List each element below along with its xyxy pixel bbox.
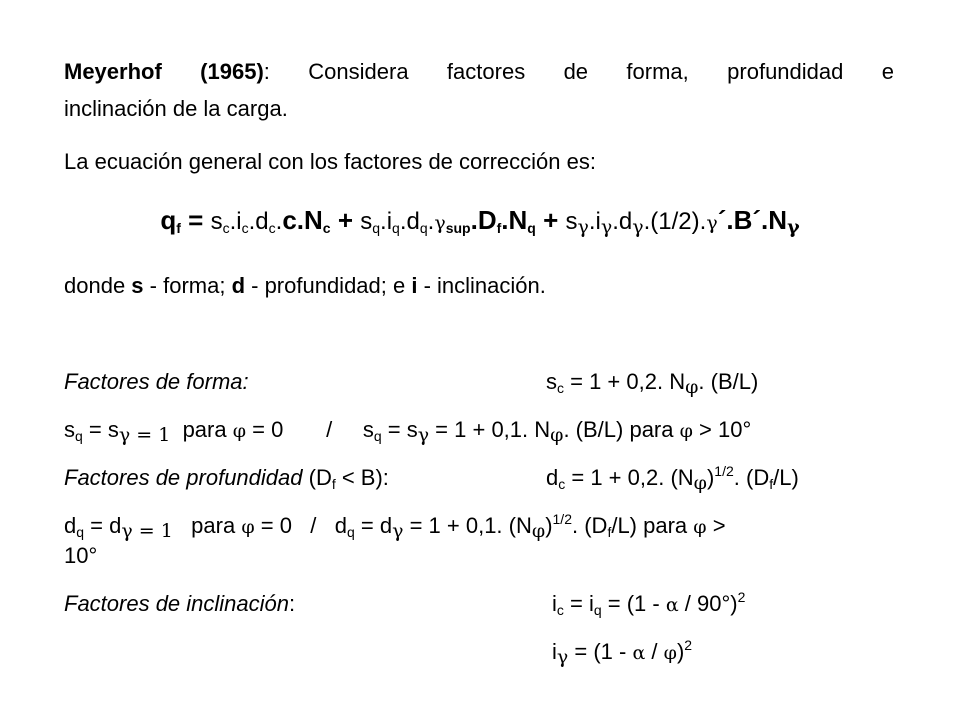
incl-label: Factores de inclinación <box>64 591 290 616</box>
incl-line-1: Factores de inclinación: $i_c = i_q = (1 - \alpha / 90^\circ)^2$ <box>64 589 746 618</box>
intro-line-1: Meyerhof (1965): Considera factores de forma, profundidad e <box>64 59 894 84</box>
forma-label: Factores de forma: <box>64 369 249 394</box>
intro-line-2: inclinación de la carga. <box>64 96 288 121</box>
prof-line-2: $d_q = d_\gamma$ $_{= 1}$ para φ = 0 / $d_q = d_\gamma = 1 + 0,1$. $(N_\varphi)^{1/2}$. $(D_f/L)$ para φ > <box>64 511 726 542</box>
prof-line-1: Factores de profundidad $(D_f < B)$: $d_c = 1 + 0,2$. $(N_\varphi)^{1/2}$. $(D_f/L)$ <box>64 463 799 494</box>
donde-line: donde s - forma; d - profundidad; e i - inclinación. <box>64 273 546 298</box>
author: Meyerhof (1965) <box>64 59 264 84</box>
forma-line-1: Factores de forma: $s_c = 1 + 0,2$. $N_\varphi$. (B/L) <box>64 369 759 398</box>
general-equation: $q_f = s_c.i_c.d_c.c.N_c + s_q.i_q.d_q.\gamma_{sup}.D_f.N_q$ + $s_\gamma.i_\gamma.d_\gamma.(1/2).\gamma´.B´.N_\gamma$ <box>160 205 800 238</box>
prof-label: Factores de profundidad <box>64 465 303 490</box>
forma-line-2: $s_q = s_\gamma$ $_{= 1}$ para φ = 0 / $s_q = s_\gamma = 1 + 0,1$. $N_\varphi$. (B/L) para φ > 10° <box>64 417 752 446</box>
general-text: La ecuación general con los factores de corrección es: <box>64 149 596 174</box>
prof-line-3: 10° <box>64 543 98 568</box>
